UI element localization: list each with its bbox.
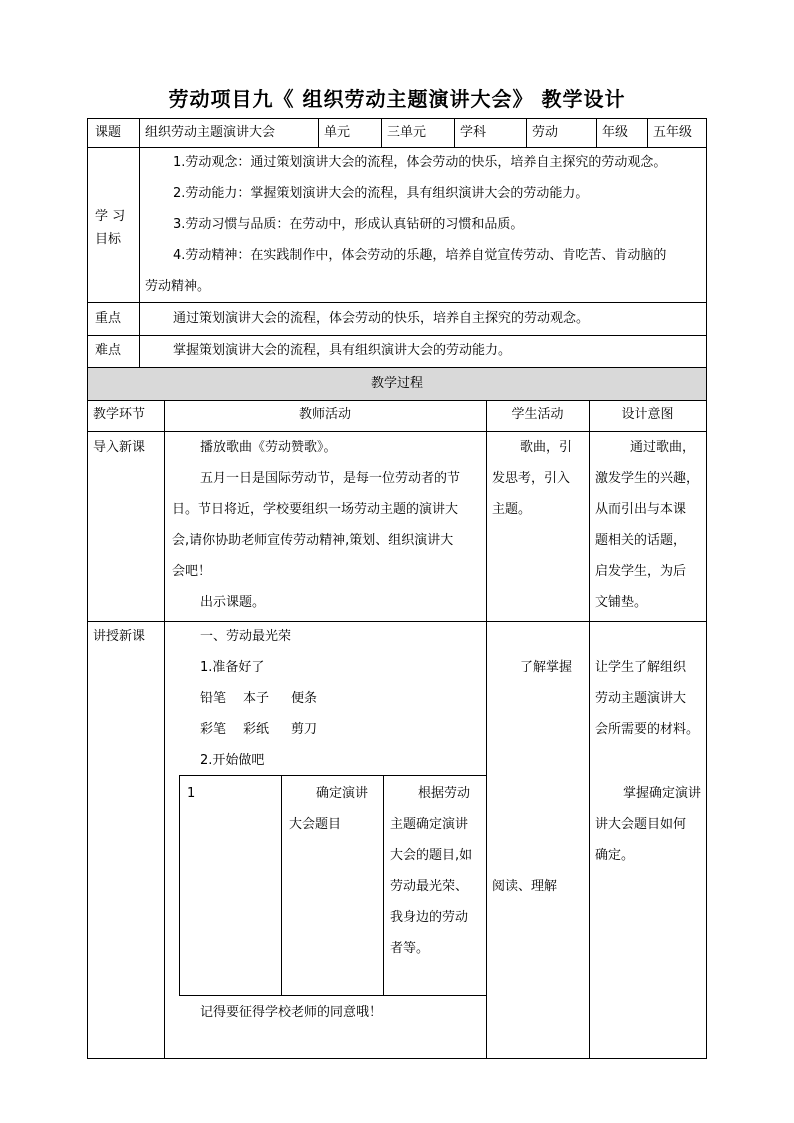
- intent-line: 从而引出与本课: [595, 502, 687, 517]
- material-item: 剪刀: [291, 722, 318, 737]
- intent-line: 讲大会题目如何: [595, 817, 687, 832]
- inner-table-task: 大会题目: [289, 817, 342, 832]
- stage-lecture: 讲授新课: [93, 629, 146, 644]
- objective-item: 1.劳动观念：通过策划演讲大会的流程，体会劳动的快乐，培养自主探究的劳动观念。: [173, 155, 667, 170]
- objectives-label-line1: 学 习: [95, 209, 126, 224]
- intent-line: 通过歌曲，: [630, 440, 696, 455]
- inner-table-desc: 者等。: [390, 941, 430, 956]
- lecture-step: 1.准备好了: [200, 660, 265, 675]
- subject-label: 学科: [460, 125, 487, 140]
- objective-item: 4.劳动精神：在实践制作中，体会劳动的乐趣，培养自觉宣传劳动、肯吃苦、肯动脑的: [173, 248, 667, 263]
- material-item: 彩纸: [243, 722, 270, 737]
- intent-line: 确定。: [595, 848, 635, 863]
- stage-intro: 导入新课: [93, 440, 146, 455]
- key-point-value: 通过策划演讲大会的流程，体会劳动的快乐，培养自主探究的劳动观念。: [173, 311, 590, 326]
- teacher-line: 日。节日将近，学校要组织一场劳动主题的演讲大: [172, 502, 459, 517]
- lecture-section-title: 一、劳动最光荣: [200, 629, 292, 644]
- inner-table-desc: 劳动最光荣、: [390, 879, 469, 894]
- student-line: 阅读、理解: [492, 879, 558, 894]
- inner-table-number: 1: [187, 786, 196, 801]
- inner-table-desc: 我身边的劳动: [390, 910, 469, 925]
- lecture-note: 记得要征得学校老师的同意哦！: [200, 1005, 383, 1020]
- intent-line: 让学生了解组织: [595, 660, 687, 675]
- material-item: 铅笔: [200, 691, 227, 706]
- objective-item-continued: 劳动精神。: [145, 279, 211, 294]
- intent-line: 劳动主题演讲大: [595, 691, 687, 706]
- grade-value: 五年级: [653, 125, 693, 140]
- unit-value: 三单元: [387, 125, 427, 140]
- difficult-point-value: 掌握策划演讲大会的流程，具有组织演讲大会的劳动能力。: [173, 343, 512, 358]
- document-title: 劳动项目九《 组织劳动主题演讲大会》 教学设计: [168, 87, 626, 111]
- material-item: 本子: [243, 691, 270, 706]
- lecture-step: 2.开始做吧: [200, 753, 265, 768]
- teacher-line: 会吧！: [172, 564, 212, 579]
- inner-table-task: 确定演讲: [316, 786, 369, 801]
- student-line: 发思考，引入: [492, 471, 571, 486]
- intent-line: 题相关的话题，: [595, 533, 687, 548]
- column-header-stage: 教学环节: [93, 407, 146, 422]
- grade-label: 年级: [602, 125, 629, 140]
- intent-line: 会所需要的材料。: [595, 722, 700, 737]
- key-point-label: 重点: [95, 311, 122, 326]
- intent-line: 启发学生，为后: [595, 564, 687, 579]
- intent-line: 文铺垫。: [595, 595, 648, 610]
- intent-line: 掌握确定演讲: [623, 786, 702, 801]
- process-header: 教学过程: [370, 376, 423, 391]
- topic-value: 组织劳动主题演讲大会: [145, 125, 276, 140]
- student-line: 了解掌握: [520, 660, 573, 675]
- teacher-line: 播放歌曲《劳动赞歌》。: [200, 440, 337, 455]
- teacher-line: 会,请你协助老师宣传劳动精神,策划、组织演讲大: [172, 533, 454, 548]
- inner-table-desc: 根据劳动: [418, 786, 471, 801]
- material-item: 便条: [291, 691, 318, 706]
- column-header-intent: 设计意图: [621, 407, 674, 422]
- column-header-teacher: 教师活动: [298, 407, 351, 422]
- student-line: 歌曲，引: [520, 440, 573, 455]
- inner-table-desc: 大会的题目,如: [390, 848, 473, 863]
- intent-line: 激发学生的兴趣，: [595, 471, 700, 486]
- subject-value: 劳动: [532, 125, 559, 140]
- teacher-line: 五月一日是国际劳动节，是每一位劳动者的节: [200, 471, 461, 486]
- unit-label: 单元: [324, 125, 351, 140]
- student-line: 主题。: [492, 502, 532, 517]
- objective-item: 2.劳动能力：掌握策划演讲大会的流程，具有组织演讲大会的劳动能力。: [173, 186, 589, 201]
- difficult-point-label: 难点: [95, 343, 122, 358]
- material-item: 彩笔: [200, 722, 227, 737]
- teacher-line: 出示课题。: [200, 595, 266, 610]
- objective-item: 3.劳动习惯与品质：在劳动中，形成认真钻研的习惯和品质。: [173, 217, 524, 232]
- topic-label: 课题: [95, 125, 122, 140]
- objectives-label-line2: 目标: [95, 232, 122, 247]
- column-header-student: 学生活动: [511, 407, 564, 422]
- inner-table-desc: 主题确定演讲: [390, 817, 469, 832]
